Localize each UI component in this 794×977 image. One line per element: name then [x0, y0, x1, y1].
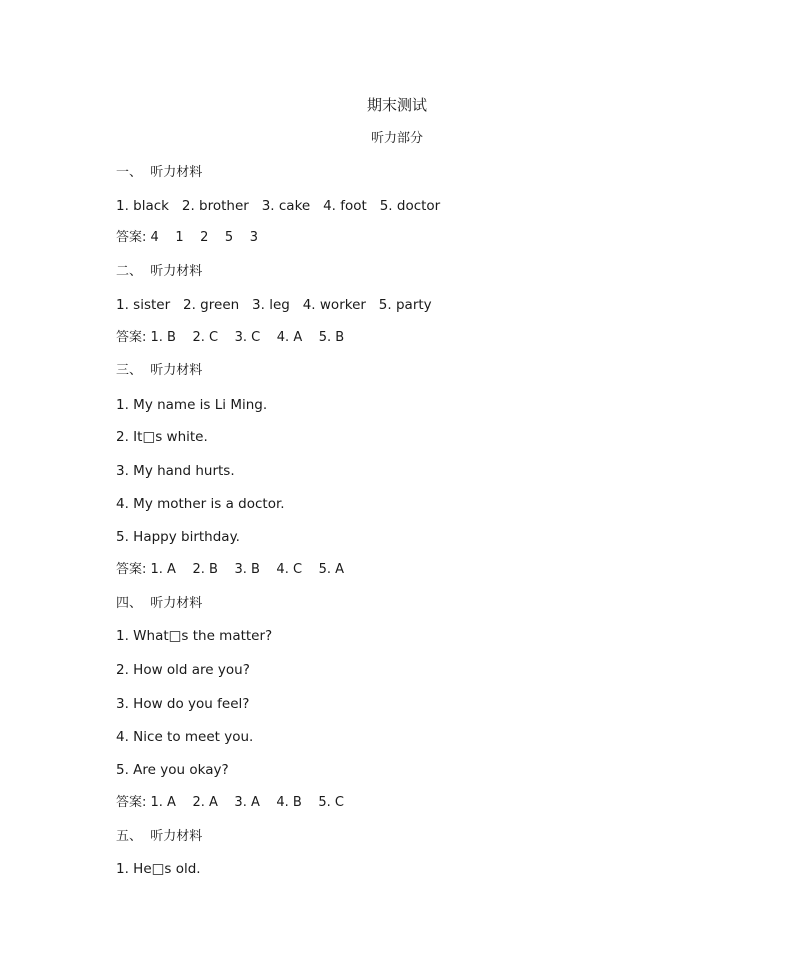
answer-line: 答案: 1. B 2. C 3. C 4. A 5. B	[116, 330, 345, 345]
section-heading-2: 二、 听力材料	[116, 264, 203, 279]
answer-line: 答案: 4 1 2 5 3	[116, 230, 258, 245]
sentence-line: 1. My name is Li Ming.	[116, 397, 268, 413]
listening-item-line: 1. sister 2. green 3. leg 4. worker 5. party	[116, 297, 432, 313]
page-title: 期末测试	[366, 96, 427, 114]
sentence-line: 2. It□s white.	[116, 429, 208, 445]
listening-item-line: 1. black 2. brother 3. cake 4. foot 5. doctor	[116, 198, 441, 214]
answer-line: 答案: 1. A 2. B 3. B 4. C 5. A	[116, 562, 345, 577]
sentence-line: 3. My hand hurts.	[116, 463, 235, 479]
section-heading-3: 三、 听力材料	[116, 363, 203, 378]
section-heading-1: 一、 听力材料	[116, 165, 203, 180]
sentence-line: 4. Nice to meet you.	[116, 729, 254, 745]
sentence-line: 2. How old are you?	[116, 662, 250, 678]
sentence-line: 5. Happy birthday.	[116, 529, 240, 545]
section-heading-5: 五、 听力材料	[116, 829, 203, 844]
page-subtitle: 听力部分	[370, 131, 423, 146]
answer-line: 答案: 1. A 2. A 3. A 4. B 5. C	[116, 795, 344, 810]
sentence-line: 5. Are you okay?	[116, 762, 229, 778]
sentence-line: 1. What□s the matter?	[116, 628, 273, 644]
sentence-line: 1. He□s old.	[116, 861, 201, 877]
section-heading-4: 四、 听力材料	[116, 596, 203, 611]
sentence-line: 4. My mother is a doctor.	[116, 496, 285, 512]
sentence-line: 3. How do you feel?	[116, 696, 250, 712]
